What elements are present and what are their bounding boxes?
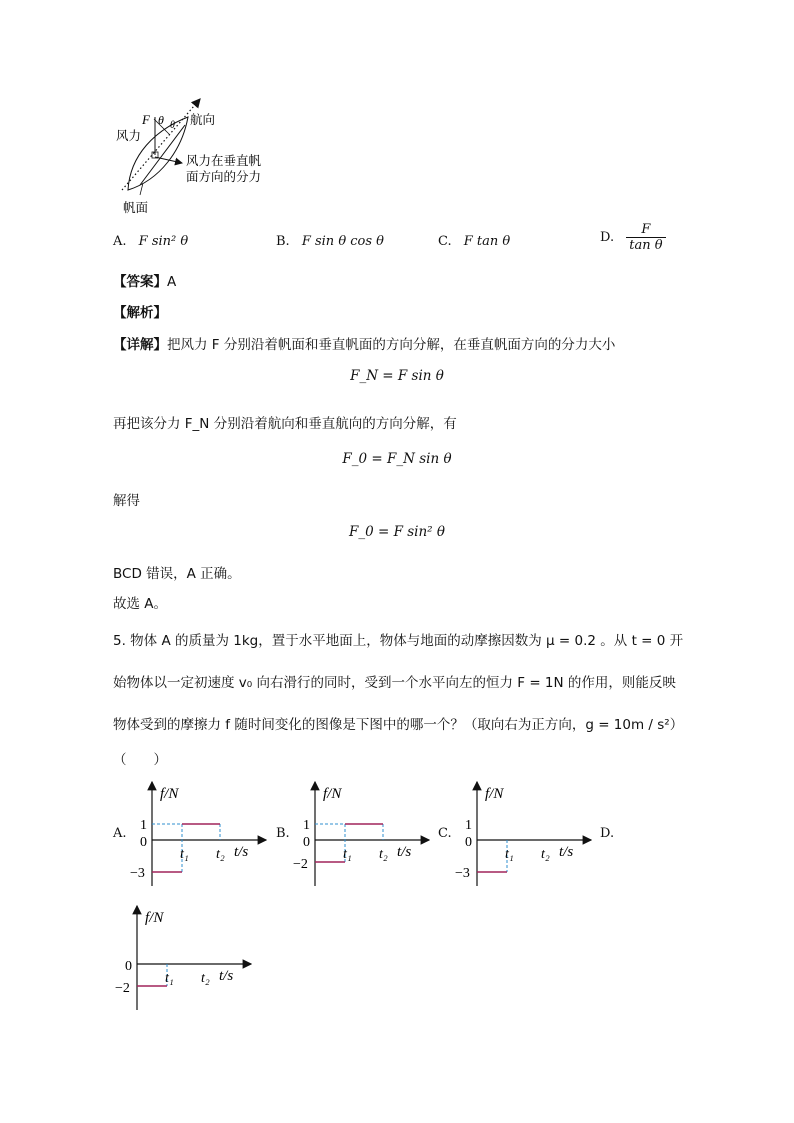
q5-line-3: 物体受到的摩擦力 f 随时间变化的图像是下图中的哪一个？（取向右为正方向，g = 10m / s²）: [113, 717, 684, 733]
detail-tag: 【详解】: [113, 337, 167, 353]
graph-d-letter[interactable]: D.: [600, 826, 615, 841]
option-a-letter: A.: [113, 234, 127, 249]
option-b-letter: B.: [276, 234, 290, 249]
svg-text:−3: −3: [130, 866, 145, 881]
q5-line-1: 5. 物体 A 的质量为 1kg，置于水平地面上，物体与地面的动摩擦因数为 μ = 0.2 。从 t = 0 开: [113, 633, 684, 649]
option-a-expr: F sin² θ: [138, 234, 189, 249]
svg-text:1: 1: [140, 818, 147, 833]
svg-text:0: 0: [140, 835, 147, 850]
q5-line-4: （ ）: [113, 752, 167, 768]
graph-c[interactable]: [455, 778, 595, 890]
option-b-expr: F sin θ cos θ: [301, 234, 385, 249]
option-c-expr: F tan θ: [463, 234, 511, 249]
svg-text:t/s: t/s: [559, 844, 574, 860]
graph-d[interactable]: [115, 902, 255, 1014]
graph-a[interactable]: [130, 778, 270, 890]
option-a[interactable]: [113, 234, 188, 249]
option-d-numerator: F: [626, 222, 665, 238]
answer-value: A: [167, 274, 177, 290]
svg-text:t₁: t₁: [180, 847, 189, 862]
option-d-letter: D.: [600, 230, 615, 245]
svg-text:1: 1: [465, 818, 472, 833]
label-component-2: 面方向的分力: [186, 169, 262, 184]
label-sail: 帆面: [123, 200, 149, 215]
label-component-1: 风力在垂直帆: [186, 153, 262, 168]
detail-text-3: 解得: [113, 493, 140, 509]
svg-text:t₂: t₂: [541, 847, 550, 862]
label-heading: 航向: [190, 112, 216, 127]
svg-text:t/s: t/s: [397, 844, 412, 860]
svg-text:−3: −3: [455, 866, 470, 881]
svg-text:f/N: f/N: [323, 786, 342, 802]
detail-text-5: 故选 A。: [113, 596, 168, 612]
svg-text:t₂: t₂: [216, 847, 225, 862]
svg-text:f/N: f/N: [485, 786, 504, 802]
svg-text:−2: −2: [293, 857, 308, 872]
svg-text:0: 0: [125, 959, 132, 974]
svg-text:t/s: t/s: [234, 844, 249, 860]
svg-text:−2: −2: [115, 981, 130, 996]
svg-text:1: 1: [303, 818, 310, 833]
equation-3: F_0 = F sin² θ: [348, 524, 446, 540]
label-theta-1: θ: [158, 113, 164, 127]
svg-text:t/s: t/s: [219, 968, 234, 984]
equation-2: F_0 = F_N sin θ: [342, 451, 452, 467]
svg-text:t₁: t₁: [165, 971, 174, 986]
svg-text:f/N: f/N: [145, 910, 164, 926]
sail-direction-line: [140, 125, 185, 185]
graph-b-letter[interactable]: B.: [276, 826, 290, 841]
svg-text:t₁: t₁: [505, 847, 514, 862]
option-b[interactable]: [276, 234, 384, 249]
option-c[interactable]: [438, 234, 510, 249]
option-d-fraction: [626, 222, 665, 253]
svg-text:t₁: t₁: [343, 847, 352, 862]
svg-text:0: 0: [465, 835, 472, 850]
option-d[interactable]: [600, 222, 666, 253]
graph-b[interactable]: [293, 778, 433, 890]
q5-line-2: 始物体以一定初速度 v₀ 向右滑行的同时，受到一个水平向左的恒力 F = 1N 的作用，则能反映: [113, 675, 676, 691]
svg-text:0: 0: [303, 835, 310, 850]
answer-tag: 【答案】: [113, 274, 167, 290]
svg-text:t₂: t₂: [201, 971, 210, 986]
option-d-denominator: tan θ: [629, 238, 663, 253]
svg-text:f/N: f/N: [160, 786, 179, 802]
sail-force-diagram: [110, 95, 290, 220]
equation-1: F_N = F sin θ: [350, 368, 444, 384]
graph-a-letter[interactable]: A.: [113, 826, 127, 841]
graph-c-letter[interactable]: C.: [438, 826, 452, 841]
label-theta-2: θ: [170, 120, 175, 131]
detail-text-4: BCD 错误，A 正确。: [113, 566, 241, 582]
detail-text: 把风力 F 分别沿着帆面和垂直帆面的方向分解，在垂直帆面方向的分力大小: [167, 337, 616, 353]
detail-text-2: 再把该分力 F_N 分别沿着航向和垂直航向的方向分解，有: [113, 416, 457, 432]
detail-line: [113, 333, 615, 353]
label-wind: 风力: [116, 128, 142, 143]
answer-line: [113, 270, 176, 290]
svg-text:t₂: t₂: [379, 847, 388, 862]
analysis-tag: 【解析】: [113, 305, 167, 321]
option-c-letter: C.: [438, 234, 452, 249]
label-F: F: [142, 112, 150, 127]
